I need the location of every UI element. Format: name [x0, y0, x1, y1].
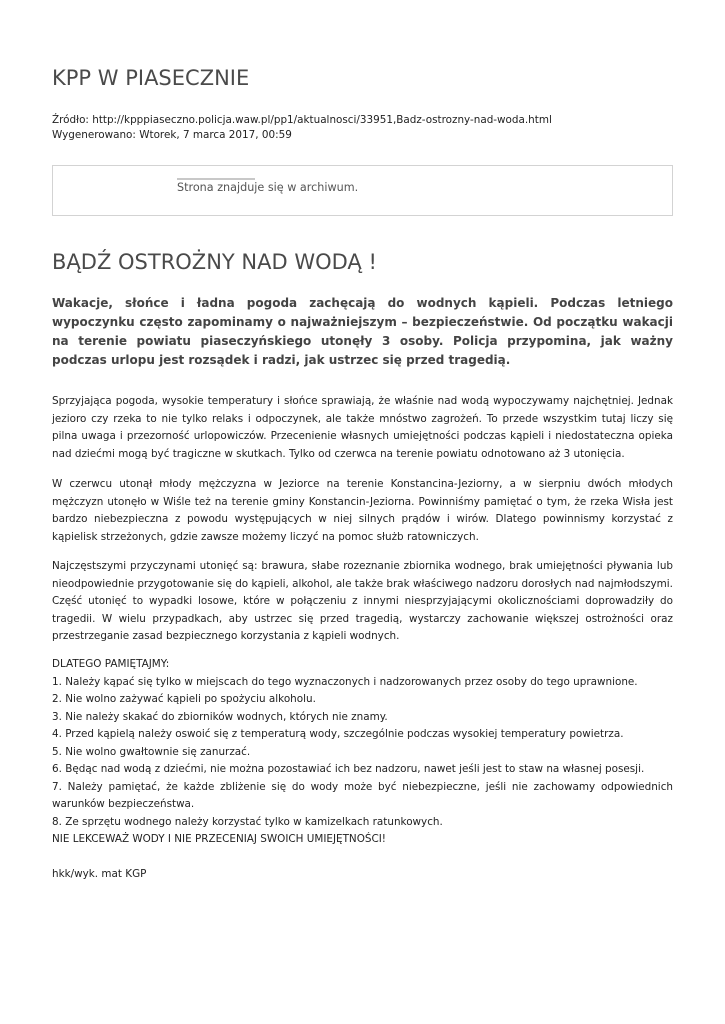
- site-title: KPP W PIASECZNIE: [52, 66, 250, 90]
- article-signature: hkk/wyk. mat KGP: [52, 868, 147, 880]
- list-item: 5. Nie wolno gwałtownie się zanurzać.: [52, 745, 251, 758]
- safety-rules-list: [52, 656, 673, 849]
- article-paragraph: Sprzyjająca pogoda, wysokie temperatury i słońce sprawiają, że właśnie nad wodą wypoczywamy najchętniej. Jednak jezioro czy rzeka to nie tylko relaks i odpoczynek, ale także mnóstwo zagrożeń. To przede wszystkim tutaj liczy się pilna uwaga i przezorność urlopowiczów. Przecenienie własnych umiejętności podczas kąpieli i niedostateczna opieka nad dziećmi mogą być tragiczne w skutkach. Tylko od czerwca na terenie powiatu odnotowano aż 3 utonięcia.: [52, 395, 673, 460]
- list-item: 1. Należy kąpać się tylko w miejscach do tego wyznaczonych i nadzorowanych przez osoby do tego uprawnione.: [52, 675, 638, 688]
- list-item: 2. Nie wolno zażywać kąpieli po spożyciu alkoholu.: [52, 693, 316, 705]
- archive-notice-rule: [177, 178, 255, 180]
- source-line: Źródło: http://kpppiaseczno.policja.waw.pl/pp1/aktualnosci/33951,Badz-ostrozny-nad-woda.html: [52, 114, 552, 126]
- archive-notice-box: [52, 165, 673, 216]
- article-title: BĄDŹ OSTROŻNY NAD WODĄ !: [52, 250, 377, 274]
- generated-line: Wygenerowano: Wtorek, 7 marca 2017, 00:59: [52, 129, 292, 141]
- document-meta: [52, 113, 552, 143]
- list-item: 6. Będąc nad wodą z dziećmi, nie można pozostawiać ich bez nadzoru, nawet jeśli jest to staw na własnej posesji.: [52, 763, 645, 775]
- list-heading: DLATEGO PAMIĘTAJMY:: [52, 658, 170, 670]
- article-paragraph: Najczęstszymi przyczynami utonięć są: brawura, słabe rozeznanie zbiornika wodnego, brak umiejętności pływania lub nieodpowiednie przygotowanie się do kąpieli, alkohol, ale także brak właściwego nadzoru dorosłych nad najmłodszymi. Część utonięć to wypadki losowe, które w połączeniu z innymi niesprzyjającymi okolicznościami doprowadziły do tragedii. W wielu przypadkach, aby ustrzec się przed tragedią, wystarczy zachowanie większej ostrożności oraz przestrzeganie zasad bezpiecznego korzystania z kąpieli wodnych.: [52, 560, 673, 642]
- article-paragraph: W czerwcu utonął młody mężczyzna w Jeziorce na terenie Konstancina-Jeziorny, a w sierpniu dwóch młodych mężczyzn utonęło w Wiśle też na terenie gminy Konstancin-Jeziorna. Powinniśmy pamiętać o tym, że rzeka Wisła jest bardzo niebezpieczna z powodu występujących w niej silnych prądów i wirów. Dlatego powinnismy korzystać z kąpielisk strzeżonych, gdzie zawsze możemy liczyć na pomoc służb ratowniczych.: [52, 478, 673, 543]
- closing-line: NIE LEKCEWAŻ WODY I NIE PRZECENIAJ SWOICH UMIEJĘTNOŚCI!: [52, 833, 386, 845]
- list-item: 3. Nie należy skakać do zbiorników wodnych, których nie znamy.: [52, 710, 388, 723]
- list-item: 8. Ze sprzętu wodnego należy korzystać tylko w kamizelkach ratunkowych.: [52, 815, 443, 828]
- list-item: 4. Przed kąpielą należy oswoić się z temperaturą wody, szczególnie podczas wysokiej temperatury powietrza.: [52, 728, 624, 740]
- archive-notice-text: Strona znajduje się w archiwum.: [177, 181, 359, 194]
- article-lead: Wakacje, słońce i ładna pogoda zachęcają do wodnych kąpieli. Podczas letniego wypoczynku często zapominamy o najważniejszym – bezpieczeństwie. Od początku wakacji na terenie powiatu piaseczyńskiego utonęły 3 osoby. Policja przypomina, jak ważny podczas urlopu jest rozsądek i radzi, jak ustrzec się przed tragedią.: [52, 296, 673, 367]
- list-item: 7. Należy pamiętać, że każde zbliżenie się do wody może być niebezpieczne, jeśli nie zachowamy odpowiednich warunków bezpieczeństwa.: [52, 780, 673, 810]
